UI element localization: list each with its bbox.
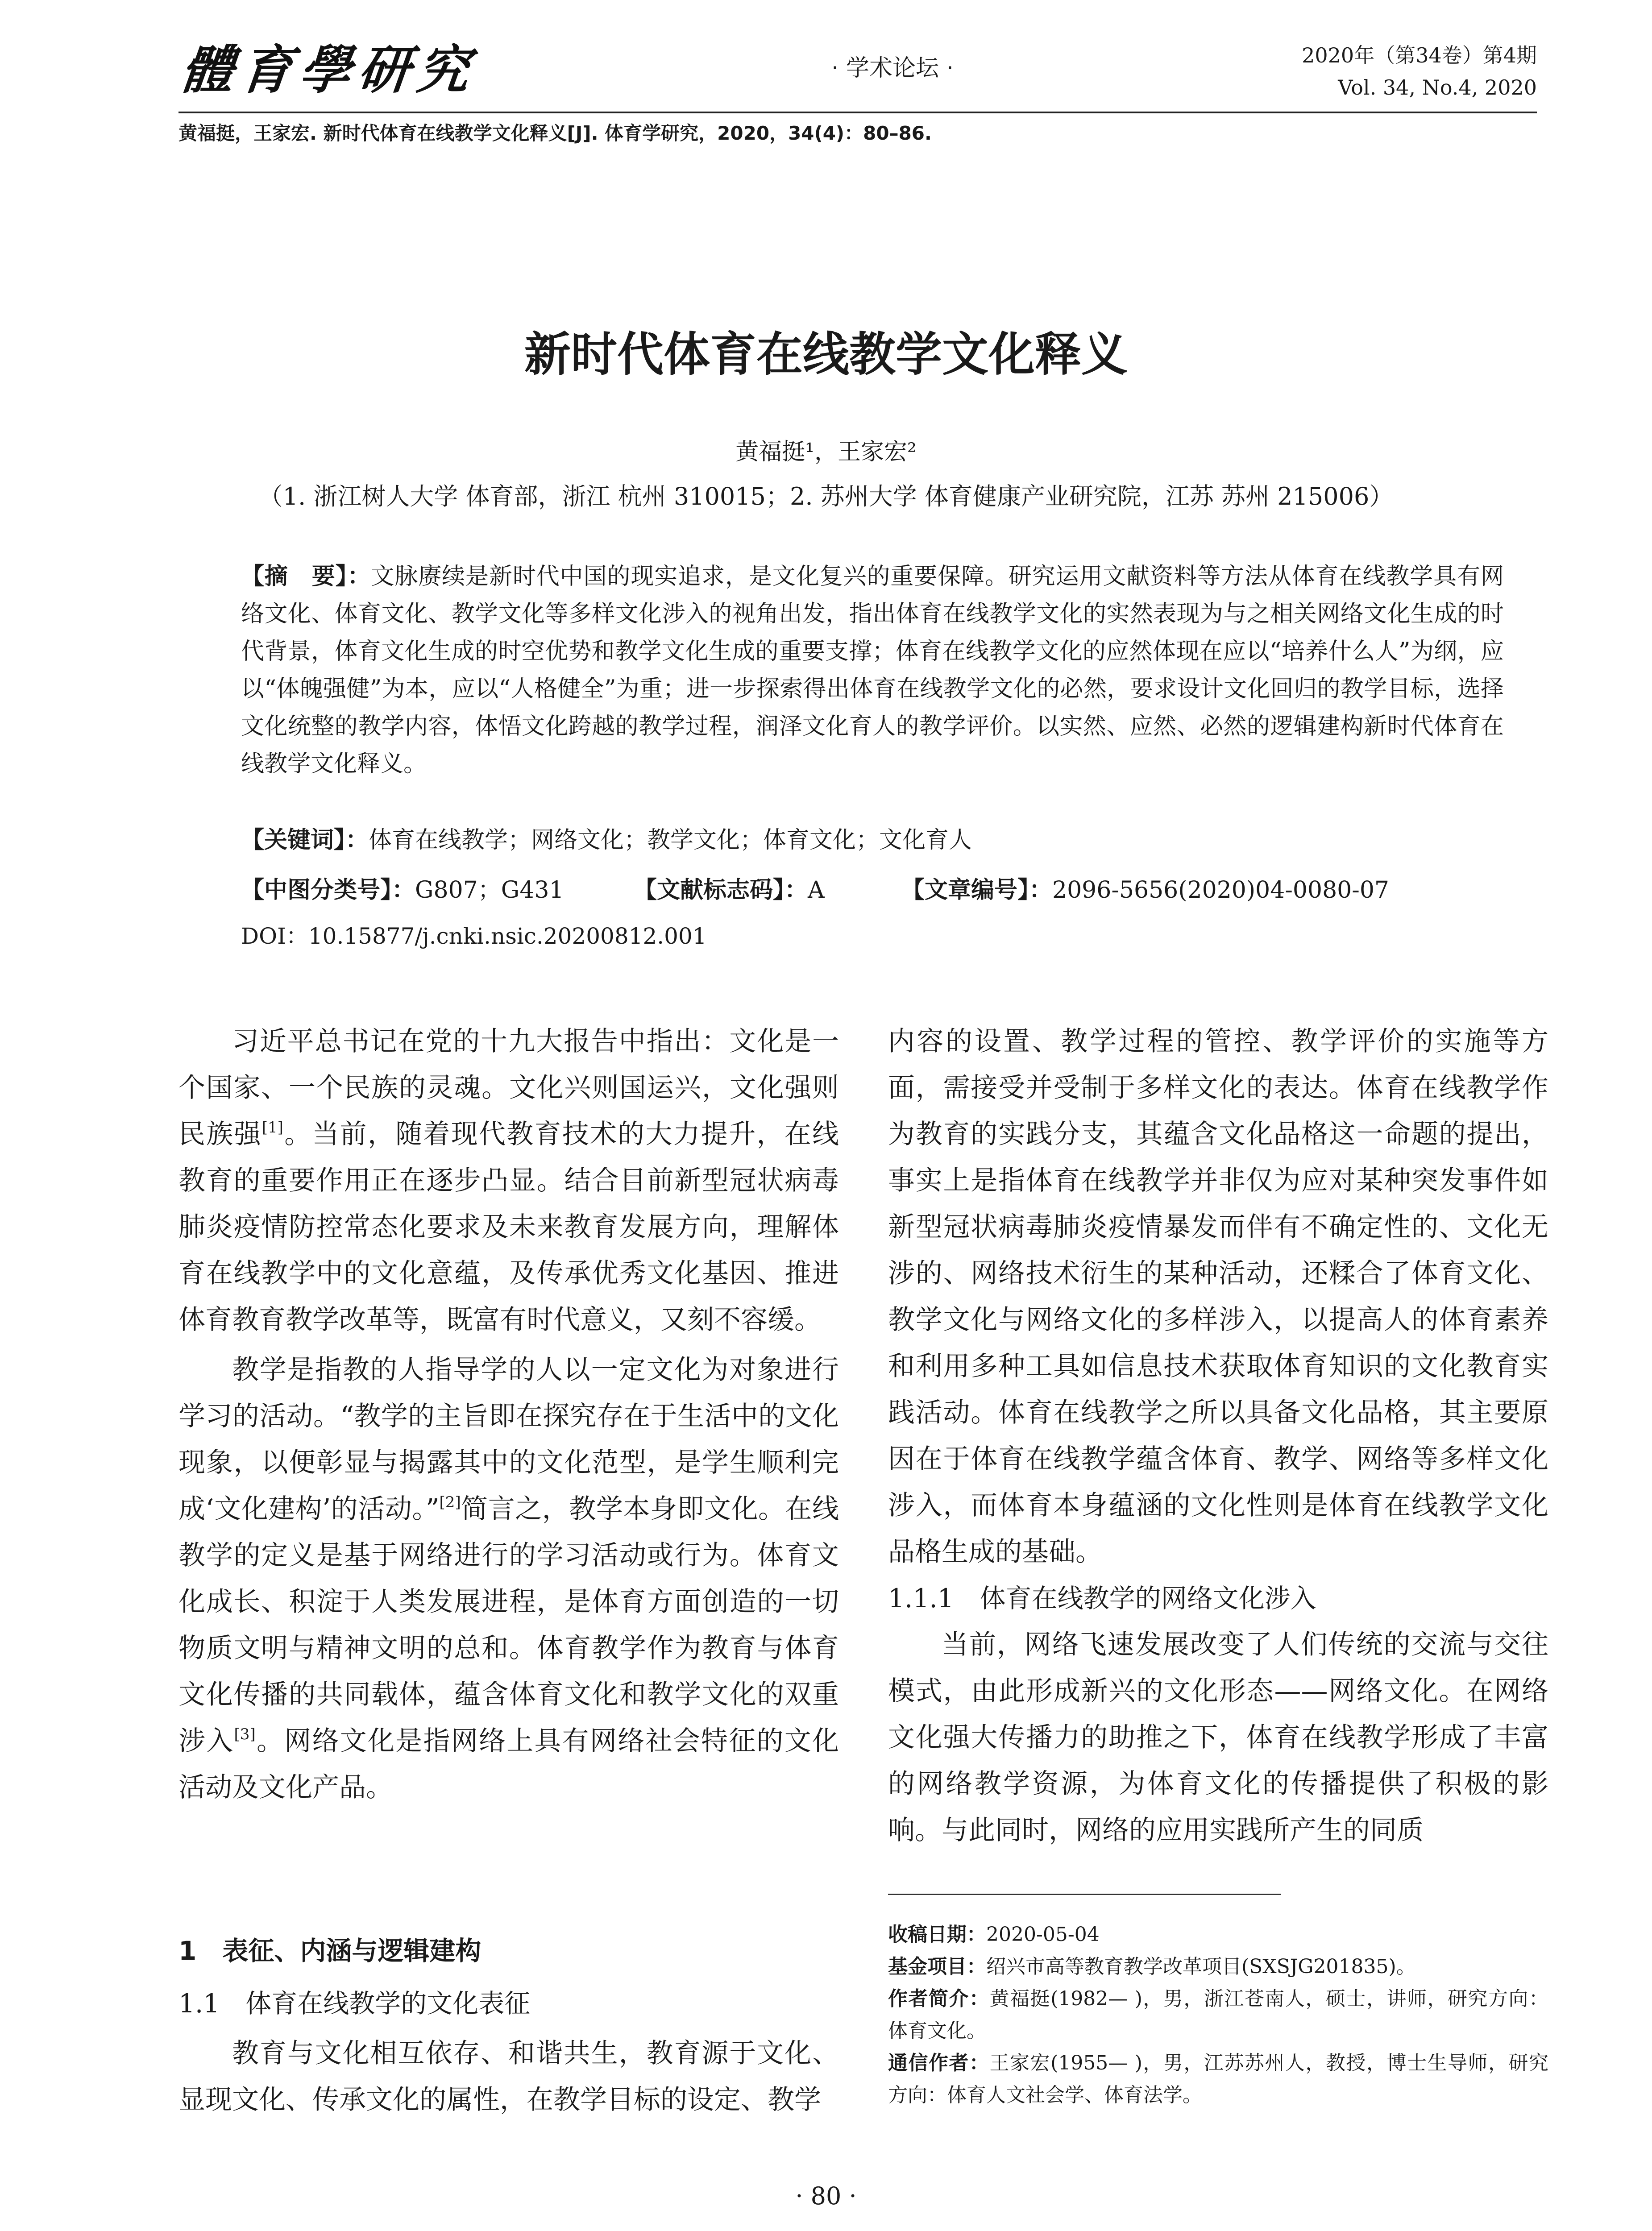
doc-code-value: A [808,877,825,904]
page-number: · 80 · [795,2182,857,2210]
reference-mark: [1] [261,1119,283,1136]
reference-mark: [3] [234,1725,256,1743]
paragraph: 教育与文化相互依存、和谐共生，教育源于文化、显现文化、传承文化的属性，在教学目标的设定、教学 [178,2038,839,2115]
abstract-text: 文脉赓续是新时代中国的现实追求，是文化复兴的重要保障。研究运用文献资料等方法从体育在线教学具有网络文化、体育文化、教学文化等多样文化涉入的视角出发，指出体育在线教学文化的实然表现为与之相关网络文化生成的时代背景，体育文化生成的时空优势和教学文化生成的重要支撑；体育在线教学文化的应然体现在应以“培养什么人”为纲，应以“体魄强健”为本，应以“人格健全”为重；进一步探索得出体育在线教学文化的必然，要求设计文化回归的教学目标，选择文化统整的教学内容，体悟文化跨越的教学过程，润泽文化育人的教学评价。以实然、应然、必然的逻辑建构新时代体育在线教学文化释义。 [241,563,1504,777]
authors: 黄福挺¹，王家宏² [735,439,917,465]
keywords [241,821,972,854]
doi: DOI：10.15877/j.cnki.nsic.20200812.001 [241,923,707,949]
paragraph: 教学是指教的人指导学的人以一定文化为对象进行学习的活动。“教学的主旨即在探究存在于生活中的文化现象，以便彰显与揭露其中的文化范型，是学生顺利完成‘文化建构’的活动。”[2]简言之，教学本身即文化。在线教学的定义是基于网络进行的学习活动或行为。体育文化成长、积淀于人类发展进程，是体育方面创造的一切物质文明与精神文明的总和。体育教学作为教育与体育文化传播的共同载体，蕴含体育文化和教学文化的双重涉入[3]。网络文化是指网络上具有网络社会特征的文化活动及文化产品。 [178,1354,839,1803]
footnote-corresponding: 通信作者：王家宏(1955— )，男，江苏苏州人，教授，博士生导师，研究方向：体育人文社会学、体育法学。 [888,2052,1549,2107]
section-heading: 1 表征、内涵与逻辑建构 [178,1936,481,1966]
footnote-rule [888,1894,1281,1895]
clc-value: G807；G431 [415,877,564,904]
issue-en: Vol. 34, No.4, 2020 [1338,75,1537,100]
keywords-label: 【关键词】： [241,827,369,854]
doc-code-label: 【文献标志码】： [634,877,808,904]
body-column-left-section [178,1928,839,2123]
header-rule [178,112,1537,113]
abstract [241,558,1504,783]
affiliations: （1. 浙江树人大学 体育部，浙江 杭州 310015；2. 苏州大学 体育健康产业研究院，江苏 苏州 215006） [258,482,1394,510]
body-column-left [178,1018,839,1811]
citation-line: 黄福挺，王家宏. 新时代体育在线教学文化释义[J]. 体育学研究，2020，34(4)：80–86. [178,122,932,144]
body-column-right [888,1018,1548,1854]
footnote-author: 作者简介：黄福挺(1982— )，男，浙江苍南人，硕士，讲师，研究方向：体育文化。 [888,1987,1549,2042]
journal-logo: 體育學研究 [178,40,480,100]
subsection-heading: 1.1 体育在线教学的文化表征 [178,1988,531,2019]
issue-info [1302,39,1537,104]
paragraph: 习近平总书记在党的十九大报告中指出：文化是一个国家、一个民族的灵魂。文化兴则国运兴，文化强则民族强[1]。当前，随着现代教育技术的大力提升，在线教育的重要作用正在逐步凸显。结合目前新型冠状病毒肺炎疫情防控常态化要求及未来教育发展方向，理解体育在线教学中的文化意蕴，及传承优秀文化基因、推进体育教育教学改革等，既富有时代意义，又刻不容缓。 [178,1026,839,1335]
paragraph: 内容的设置、教学过程的管控、教学评价的实施等方面，需接受并受制于多样文化的表达。体育在线教学作为教育的实践分支，其蕴含文化品格这一命题的提出，事实上是指体育在线教学并非仅为应对某种突发事件如新型冠状病毒肺炎疫情暴发而伴有不确定性的、文化无涉的、网络技术衍生的某种活动，还糅合了体育文化、教学文化与网络文化的多样涉入，以提高人的体育素养和利用多种工具如信息技术获取体育知识的文化教育实践活动。体育在线教学之所以具备文化品格，其主要原因在于体育在线教学蕴含体育、教学、网络等多样文化涉入，而体育本身蕴涵的文化性则是体育在线教学文化品格生成的基础。 [888,1026,1548,1568]
article-no-value: 2096-5656(2020)04-0080-07 [1052,877,1389,904]
clc-label: 【中图分类号】： [241,877,415,904]
column-name: · 学术论坛 · [831,55,954,82]
abstract-label: 【摘 要】： [241,563,371,590]
footnote-fund: 基金项目：绍兴市高等教育教学改革项目(SXSJG201835)。 [888,1955,1416,1978]
article-title: 新时代体育在线教学文化释义 [524,327,1128,382]
footnote-received: 收稿日期：2020-05-04 [888,1923,1100,1946]
classification-line [241,871,1504,904]
reference-mark: [2] [439,1493,461,1511]
subsubsection-heading: 1.1.1 体育在线教学的网络文化涉入 [888,1583,1316,1613]
footnotes [888,1919,1548,2111]
keywords-text: 体育在线教学；网络文化；教学文化；体育文化；文化育人 [369,827,972,854]
article-no-label: 【文章编号】： [901,877,1053,904]
issue-cn: 2020年（第34卷）第4期 [1302,43,1537,67]
paragraph: 当前，网络飞速发展改变了人们传统的交流与交往模式，由此形成新兴的文化形态——网络文化。在网络文化强大传播力的助推之下，体育在线教学形成了丰富的网络教学资源，为体育文化的传播提供了积极的影响。与此同时，网络的应用实践所产生的同质 [888,1629,1548,1846]
